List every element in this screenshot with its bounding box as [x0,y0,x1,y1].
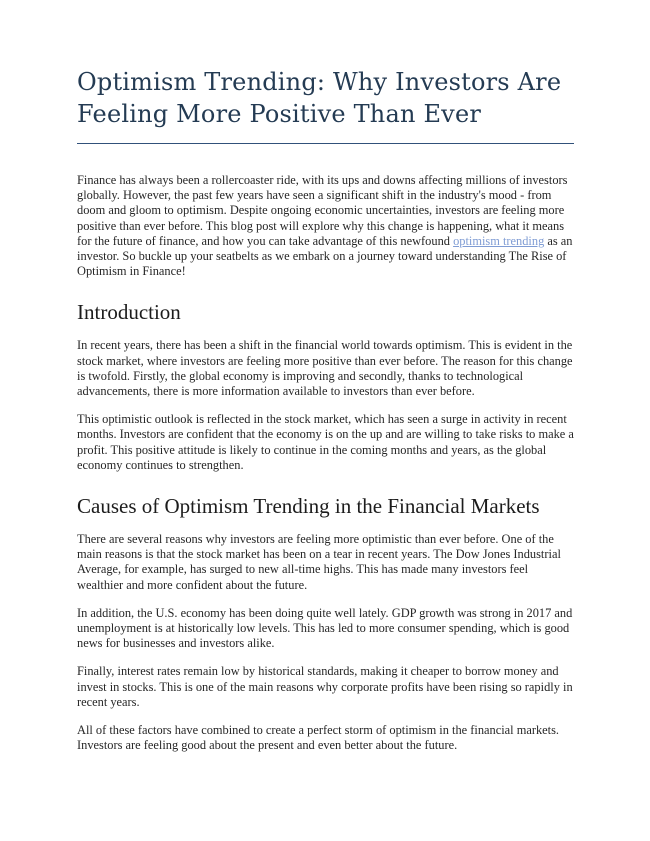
title-divider-rule [77,143,574,144]
section-heading-causes: Causes of Optimism Trending in the Financial Markets [77,494,540,519]
lead-paragraph [77,173,574,279]
optimism-trending-link[interactable]: optimism trending [453,233,545,248]
lead-text-before-link: Finance has always been a rollercoaster ride, with its ups and downs affecting millions of investors globally. However, the past few years have seen a significant shift in the industry's mood - from doom and gloom to optimism. Despite ongoing economic uncertainties, investors are feeling more positive than ever before. This blog post will explore why this change is happening, what it means for the future of finance, and how you can take advantage of this newfound [77,173,568,248]
lead-text-after-link: as an investor. So buckle up your seatbelts as we embark on a journey toward understanding The Rise of Optimism in Finance! [77,233,573,279]
introduction-paragraph-1: In recent years, there has been a shift in the financial world towards optimism. This is evident in the stock market, where investors are feeling more positive than ever before. The reason for this change is twofold. Firstly, the global economy is improving and secondly, thanks to technological advancements, there is more information available to investors than ever before. [77,338,573,399]
causes-paragraph-1: There are several reasons why investors are feeling more optimistic than ever before. One of the main reasons is that the stock market has been on a tear in recent years. The Dow Jones Industrial Average, for example, has surged to new all-time highs. This has made many investors feel wealthier and more confident about the future. [77,532,561,592]
causes-paragraph-3: Finally, interest rates remain low by historical standards, making it cheaper to borrow money and invest in stocks. This is one of the main reasons why corporate profits have been rising so rapidly in recent years. [77,664,573,709]
causes-paragraph-4: All of these factors have combined to create a perfect storm of optimism in the financial markets. Investors are feeling good about the present and even better about the future. [77,723,560,753]
page-title: Optimism Trending: Why Investors Are Feeling More Positive Than Ever [77,68,562,128]
causes-paragraph-2: In addition, the U.S. economy has been doing quite well lately. GDP growth was strong in 2017 and unemployment is at historically low levels. This has led to more consumer spending, which is good news for businesses and investors alike. [77,605,573,651]
introduction-paragraph-2: This optimistic outlook is reflected in the stock market, which has seen a surge in activity in recent months. Investors are confident that the economy is on the up and are willing to take risks to make a profit. This positive attitude is likely to continue in the coming months and years, as the global economy continues to strengthen. [77,412,574,472]
section-heading-introduction: Introduction [77,300,181,325]
